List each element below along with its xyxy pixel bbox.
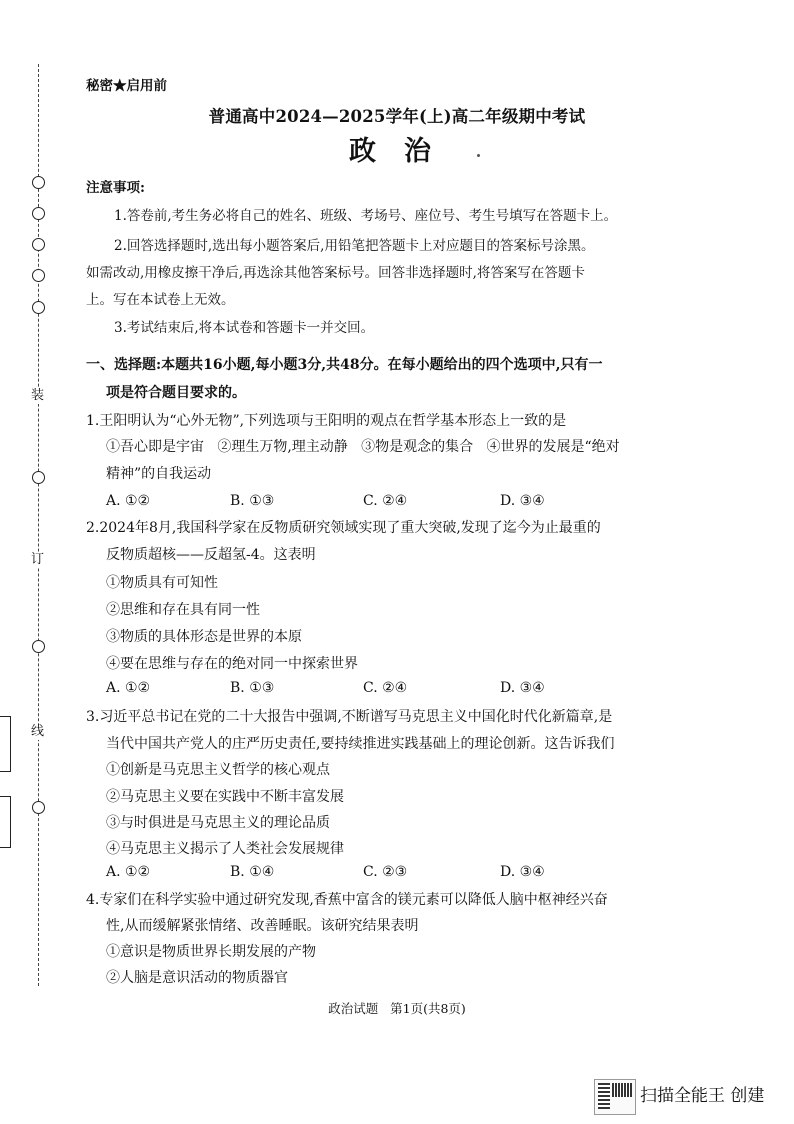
question-2-option-d[interactable]: D. ③④ [500,680,545,696]
binding-char: 线 [31,724,45,739]
question-1-item: ①吾心即是宇宙 ②理生万物,理主动静 ③物是观念的集合 ④世界的发展是“绝对 [106,439,620,455]
question-3-option-d[interactable]: D. ③④ [500,864,545,880]
question-2-option-c[interactable]: C. ②④ [363,680,408,696]
question-2-stem: 反物质超核——反超氢-4。这表明 [106,547,316,563]
notes-title: 注意事项: [86,180,145,196]
question-2-item: ③物质的具体形态是世界的本原 [106,629,302,645]
question-4-item: ②人脑是意识活动的物质器官 [106,970,288,986]
question-3-option-a[interactable]: A. ①② [106,864,151,880]
question-3-option-c[interactable]: C. ②③ [363,864,408,880]
margin-box [0,716,11,772]
question-4-stem: 4.专家们在科学实验中通过研究发现,香蕉中富含的镁元素可以降低人脑中枢神经兴奋 [86,892,608,908]
question-3-item: ②马克思主义要在实践中不断丰富发展 [106,789,344,805]
secret-label: 秘密★启用前 [86,78,167,94]
section-heading: 一、选择题:本题共16小题,每小题3分,共48分。在每小题给出的四个选项中,只有一 [86,357,603,373]
subject-title: 政治 [349,136,459,167]
question-3-stem: 当代中国共产党人的庄严历史责任,要持续推进实践基础上的理论创新。这告诉我们 [106,736,615,752]
note-line: 1.答卷前,考生务必将自己的姓名、班级、考场号、座位号、考生号填写在答题卡上。 [114,208,618,224]
binding-hole-icon [32,471,45,484]
question-3-option-b[interactable]: B. ①④ [230,864,275,880]
binding-hole-icon [32,640,45,653]
question-1-option-c[interactable]: C. ②④ [363,493,408,509]
note-line: 3.考试结束后,将本试卷和答题卡一并交回。 [114,320,375,336]
question-2-option-b[interactable]: B. ①③ [230,680,275,696]
question-1-option-b[interactable]: B. ①③ [230,493,275,509]
question-1-item: 精神”的自我运动 [106,466,212,482]
question-2-item: ①物质具有可知性 [106,575,218,591]
question-4-item: ①意识是物质世界长期发展的产物 [106,944,316,960]
speck [477,154,480,157]
binding-hole-icon [32,801,45,814]
question-2-stem: 2.2024年8月,我国科学家在反物质研究领域实现了重大突破,发现了迄今为止最重的 [86,520,601,536]
section-heading-cont: 项是符合题目要求的。 [106,385,246,401]
question-3-item: ④马克思主义揭示了人类社会发展规律 [106,841,344,857]
exam-title: 普通高中2024—2025学年(上)高二年级期中考试 [208,107,586,126]
question-3-stem: 3.习近平总书记在党的二十大报告中强调,不断谱写马克思主义中国化时代化新篇章,是 [86,709,613,725]
question-2-item: ④要在思维与存在的绝对同一中探索世界 [106,656,358,672]
note-line: 2.回答选择题时,选出每小题答案后,用铅笔把答题卡上对应题目的答案标号涂黑。 [114,238,595,254]
question-3-item: ③与时俱进是马克思主义的理论品质 [106,815,330,831]
binding-hole-icon [32,301,45,314]
binding-hole-icon [32,238,45,251]
binding-char: 装 [31,388,45,403]
binding-hole-icon [32,269,45,282]
question-1-stem: 1.王阳明认为“心外无物”,下列选项与王阳明的观点在哲学基本形态上一致的是 [86,413,567,429]
question-2-option-a[interactable]: A. ①② [106,680,151,696]
question-4-stem: 性,从而缓解紧张情绪、改善睡眠。该研究结果表明 [106,918,419,934]
question-1-option-a[interactable]: A. ①② [106,493,151,509]
scanner-watermark: 扫描全能王 创建 [640,1086,765,1106]
note-line: 上。写在本试卷上无效。 [86,292,235,308]
binding-hole-icon [32,176,45,189]
margin-box [0,796,11,848]
camscanner-logo-icon [594,1079,636,1115]
binding-char: 订 [31,552,45,567]
question-1-option-d[interactable]: D. ③④ [500,493,545,509]
binding-hole-icon [32,207,45,220]
question-2-item: ②思维和存在具有同一性 [106,602,260,618]
note-line: 如需改动,用橡皮擦干净后,再选涂其他答案标号。回答非选择题时,将答案写在答题卡 [86,265,585,281]
question-3-item: ①创新是马克思主义哲学的核心观点 [106,762,330,778]
binding-line [38,64,40,986]
page-footer: 政治试题 第1页(共8页) [328,1001,466,1016]
